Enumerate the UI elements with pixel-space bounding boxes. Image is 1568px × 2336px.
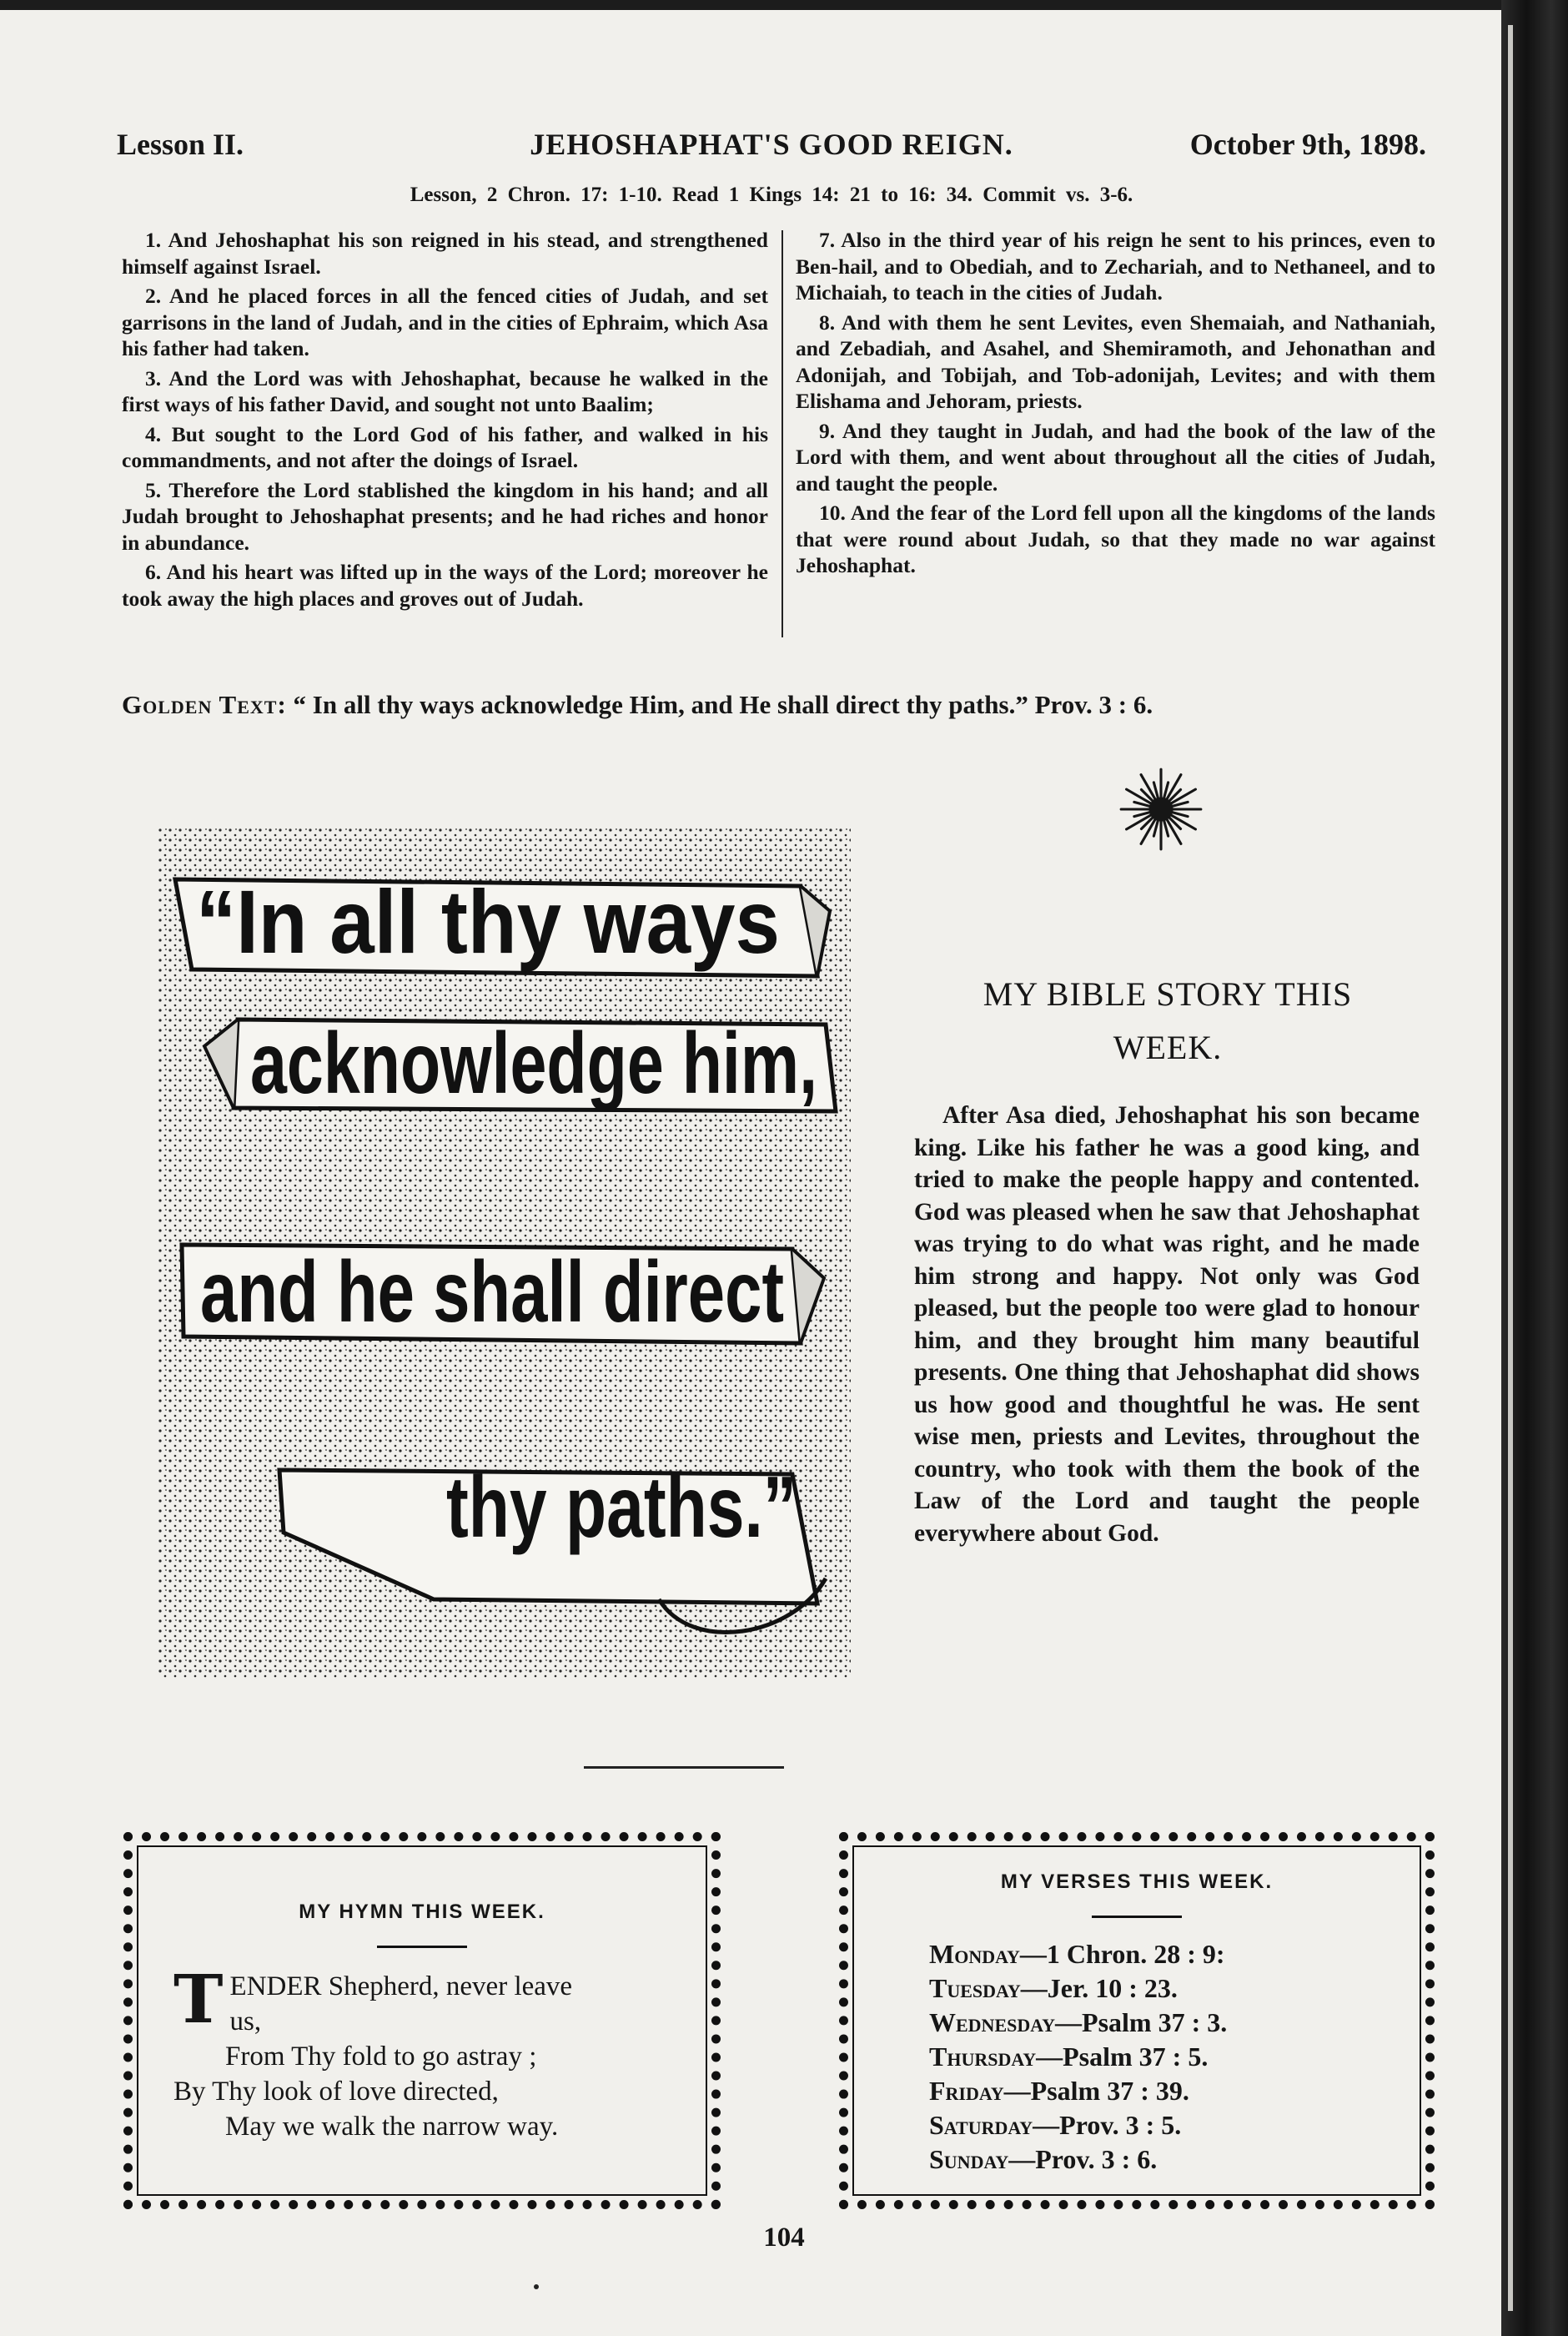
verse-10: 10. And the fear of the Lord fell upon all the kingdoms of the lands that were round about Judah, so that they made no war against Jehoshaphat. [796,501,1435,577]
verse-4: 4. But sought to the Lord God of his father, and walked in his commandments, and not after the doings of Israel. [122,421,768,472]
scripture-column-left [122,227,768,615]
hymn-verse [173,1960,682,2144]
verse-item-saturday: Saturday—Prov. 3 : 5. [929,2110,1182,2140]
golden-text-banner [158,828,851,1679]
star-ornament-icon [1118,766,1204,853]
verse-6: 6. And his heart was lifted up in the ways of the Lord; moreover he took away the high places and groves out of Judah. [122,560,768,611]
lesson-number: Lesson II. [117,128,244,161]
verse-day: Tuesday [929,1973,1021,2003]
lesson-header [117,127,1426,177]
story-heading [909,968,1426,1075]
hymn-line-1-wrap: us, [229,2006,262,2036]
lesson-title: JEHOSHAPHAT'S GOOD REIGN. [530,128,1013,161]
verse-item-sunday: Sunday—Prov. 3 : 6. [929,2144,1158,2174]
story-heading-line-1: MY BIBLE STORY THIS [983,975,1353,1013]
verses-title: MY VERSES THIS WEEK. [1000,1870,1274,1893]
verse-9: 9. And they taught in Judah, and had the book of the law of the Lord with them, and went about throughout all the cities of Judah, and taught the people. [796,418,1435,496]
hymn-dropcap: T [173,1960,224,2038]
verse-day: Saturday [929,2110,1033,2140]
verse-ref: Prov. 3 : 6. [1035,2144,1158,2174]
verse-1: 1. And Jehoshaphat his son reigned in his stead, and strengthened himself against Israel. [122,228,768,279]
verse-item-tuesday: Tuesday—Jer. 10 : 23. [929,1973,1178,2003]
hymn-line-2: From Thy fold to go astray ; [225,2041,537,2072]
column-divider [781,230,783,637]
verse-ref: Psalm 37 : 39. [1030,2076,1189,2106]
story-heading-line-2: WEEK. [1113,1029,1223,1066]
verse-day: Friday [929,2076,1004,2106]
verse-ref: 1 Chron. 28 : 9: [1046,1939,1225,1969]
verse-item-thursday: Thursday—Psalm 37 : 5. [929,2041,1209,2072]
golden-text [122,687,1435,723]
verse-7: 7. Also in the third year of his reign he sent to his princes, even to Ben-hail, and to Obediah, and to Zechariah, and to Nethaneel, and to Michaiah, to teach in the cities of Judah. [796,228,1435,305]
lesson-date: October 9th, 1898. [1189,128,1426,161]
golden-text-label: Golden Text: [122,690,287,719]
print-speck [534,2284,539,2289]
verse-ref: Psalm 37 : 5. [1063,2041,1209,2072]
story-paragraph: After Asa died, Jehoshaphat his son became king. Like his father he was a good king, and tried to make the people happy and contented. God was pleased when he saw that Jehoshaphat was trying to do what was right, and he made him strong and happy. Not only was God pleased, but the people too were glad to honour him, and they brought him many beautiful presents. One thing that Jehoshaphat did shows us how good and thoughtful he was. He sent wise men, priests and Levites, throughout the country, who took with them the book of the Law of the Lord and taught the people everywhere about God. [914,1102,1420,1547]
verse-3: 3. And the Lord was with Jehoshaphat, because he walked in the first ways of his father David, and sought not unto Baalim; [122,365,768,416]
banner-line-2: acknowledge him, [250,1015,817,1112]
hymn-line-1: ENDER Shepherd, never leave [229,1971,573,2001]
verses-list [929,1937,1380,2177]
verse-item-friday: Friday—Psalm 37 : 39. [929,2076,1189,2106]
verse-item-wednesday: Wednesday—Psalm 37 : 3. [929,2007,1228,2037]
banner-line-1: “In all thy ways [196,871,780,972]
verse-day: Thursday [929,2041,1037,2072]
banner-line-4: thy paths.” [446,1459,797,1556]
verse-8: 8. And with them he sent Levites, even Shemaiah, and Nathaniah, and Zebadiah, and Asahel, and Shemiramoth, and Jehonathan and Adonijah, and Tobijah, and Tob-adonijah, Levites; and with them Elishama and Jehoram, priests. [796,310,1435,413]
lesson-references: Lesson, 2 Chron. 17: 1-10. Read 1 Kings 14: 21 to 16: 34. Commit vs. 3-6. [410,184,1133,206]
hymn-line-4: May we walk the narrow way. [225,2112,559,2142]
verse-day: Monday [929,1939,1020,1969]
verse-5: 5. Therefore the Lord stablished the kingdom in his hand; and all Judah brought to Jehoshaphat presents; and he had riches and honor in abundance. [122,477,768,555]
story-text [914,1100,1420,1549]
hymn-title-rule [377,1946,467,1948]
verse-day: Sunday [929,2144,1009,2174]
verse-ref: Jer. 10 : 23. [1047,1973,1178,2003]
section-rule [584,1766,784,1769]
page-number: 104 [763,2223,805,2253]
hymn-title: MY HYMN THIS WEEK. [299,1901,545,1923]
scripture-column-right [796,227,1435,582]
scripture-text [122,227,1435,644]
verse-day: Wednesday [929,2007,1056,2037]
verse-ref: Psalm 37 : 3. [1082,2007,1228,2037]
hymn-box [123,1832,721,2209]
verse-item-monday: Monday—1 Chron. 28 : 9: [929,1939,1225,1969]
verses-title-rule [1092,1916,1182,1918]
banner-line-3: and he shall direct [200,1244,784,1341]
verses-box [839,1832,1435,2209]
page-edge [1508,25,1513,2311]
golden-text-quote: “ In all thy ways acknowledge Him, and He shall direct thy paths.” Prov. 3 : 6. [293,690,1153,719]
hymn-line-3: By Thy look of love directed, [173,2077,499,2107]
verse-ref: Prov. 3 : 5. [1059,2110,1182,2140]
verse-2: 2. And he placed forces in all the fenced cities of Judah, and set garrisons in the land of Judah, and in the cities of Ephraim, which Asa his father had taken. [122,284,768,360]
